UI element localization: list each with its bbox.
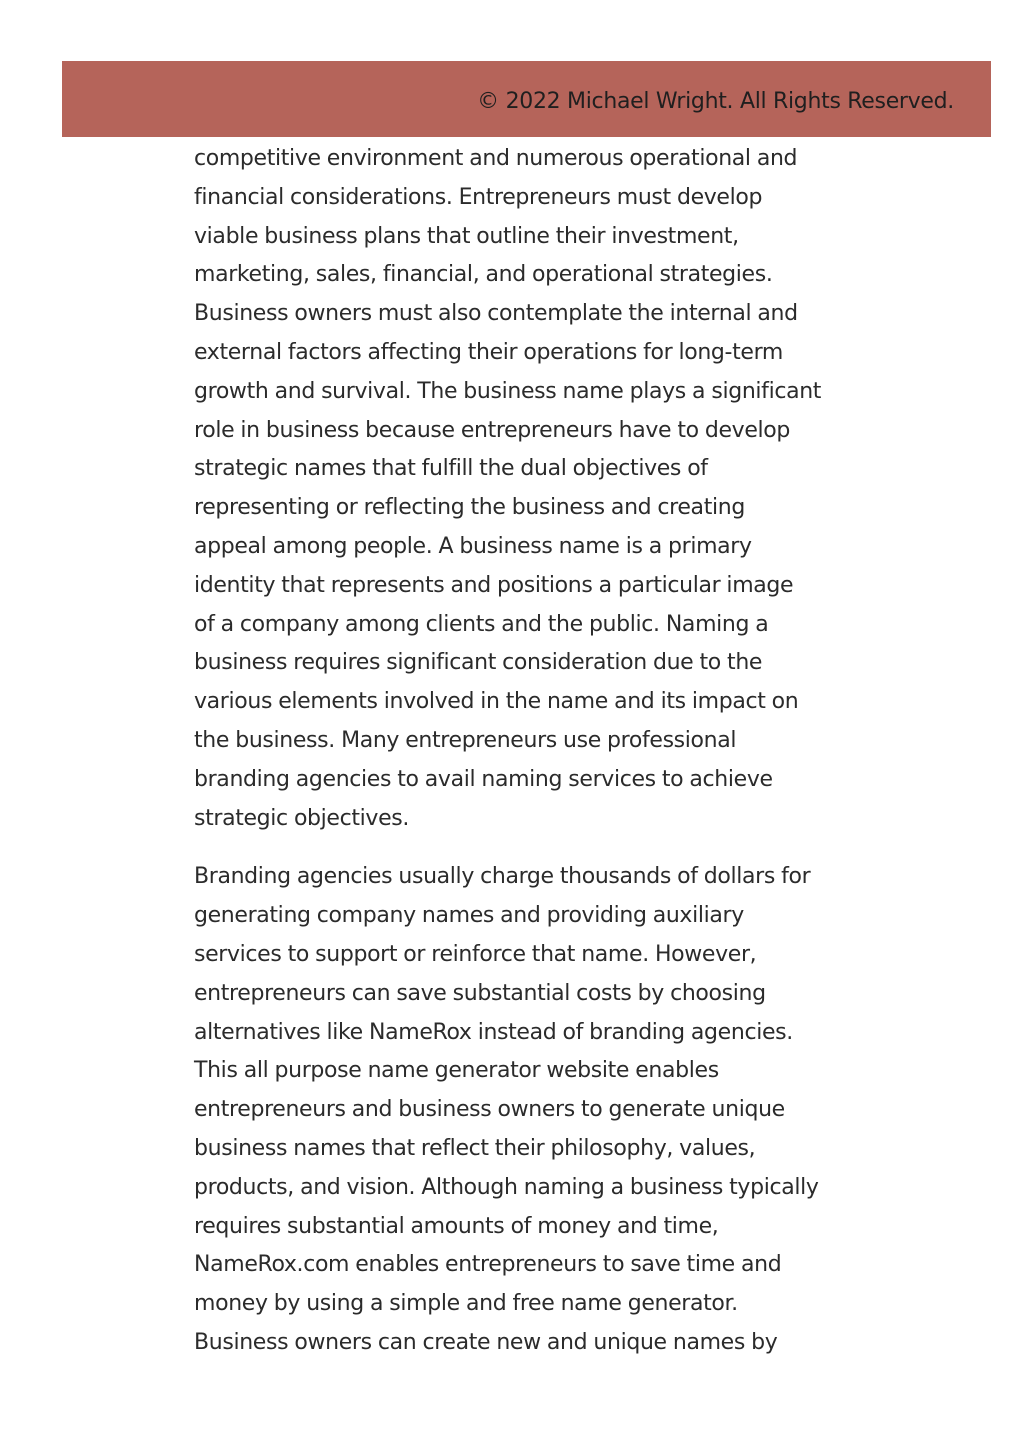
copyright-banner	[62, 61, 991, 137]
text-line: financial considerations. Entrepreneurs must develop	[194, 184, 763, 210]
text-line: services to support or reinforce that name. However,	[194, 941, 757, 967]
text-line: business names that reflect their philosophy, values,	[194, 1135, 756, 1161]
text-line: appeal among people. A business name is a primary	[194, 533, 752, 559]
text-line: various elements involved in the name and its impact on	[194, 689, 799, 715]
text-line: strategic objectives.	[194, 805, 410, 831]
article-body	[194, 140, 866, 1383]
text-line: viable business plans that outline their investment,	[194, 223, 739, 249]
text-line: products, and vision. Although naming a business typically	[194, 1174, 819, 1200]
text-line: Business owners must also contemplate the internal and	[194, 301, 798, 327]
article-paragraph-1	[194, 140, 866, 838]
text-line: the business. Many entrepreneurs use professional	[194, 727, 737, 753]
text-line: entrepreneurs can save substantial costs by choosing	[194, 980, 766, 1006]
text-line: identity that represents and positions a particular image	[194, 572, 794, 598]
text-line: branding agencies to avail naming services to achieve	[194, 766, 773, 792]
text-line: entrepreneurs and business owners to generate unique	[194, 1097, 785, 1123]
text-line: business requires significant consideration due to the	[194, 650, 763, 676]
text-line: generating company names and providing auxiliary	[194, 903, 744, 929]
article-paragraph-2	[194, 858, 866, 1362]
text-line: strategic names that fulfill the dual objectives of	[194, 456, 708, 482]
text-line: marketing, sales, financial, and operational strategies.	[194, 262, 773, 288]
text-line: requires substantial amounts of money and time,	[194, 1213, 719, 1239]
text-line: of a company among clients and the public. Naming a	[194, 611, 769, 637]
text-line: competitive environment and numerous operational and	[194, 146, 798, 171]
text-line: alternatives like NameRox instead of branding agencies.	[194, 1019, 793, 1045]
text-line: Branding agencies usually charge thousands of dollars for	[194, 864, 811, 890]
copyright-text: © 2022 Michael Wright. All Rights Reserved.	[477, 89, 954, 114]
text-line: NameRox.com enables entrepreneurs to save time and	[194, 1252, 782, 1278]
text-line: role in business because entrepreneurs have to develop	[194, 417, 791, 443]
text-line: representing or reflecting the business and creating	[194, 495, 745, 521]
text-line: money by using a simple and free name generator.	[194, 1291, 738, 1317]
text-line: external factors affecting their operations for long-term	[194, 339, 783, 365]
text-line: growth and survival. The business name plays a significant	[194, 378, 822, 404]
top-whitespace	[0, 0, 1024, 61]
text-line: This all purpose name generator website enables	[194, 1058, 719, 1084]
text-line: Business owners can create new and unique names by	[194, 1329, 778, 1355]
